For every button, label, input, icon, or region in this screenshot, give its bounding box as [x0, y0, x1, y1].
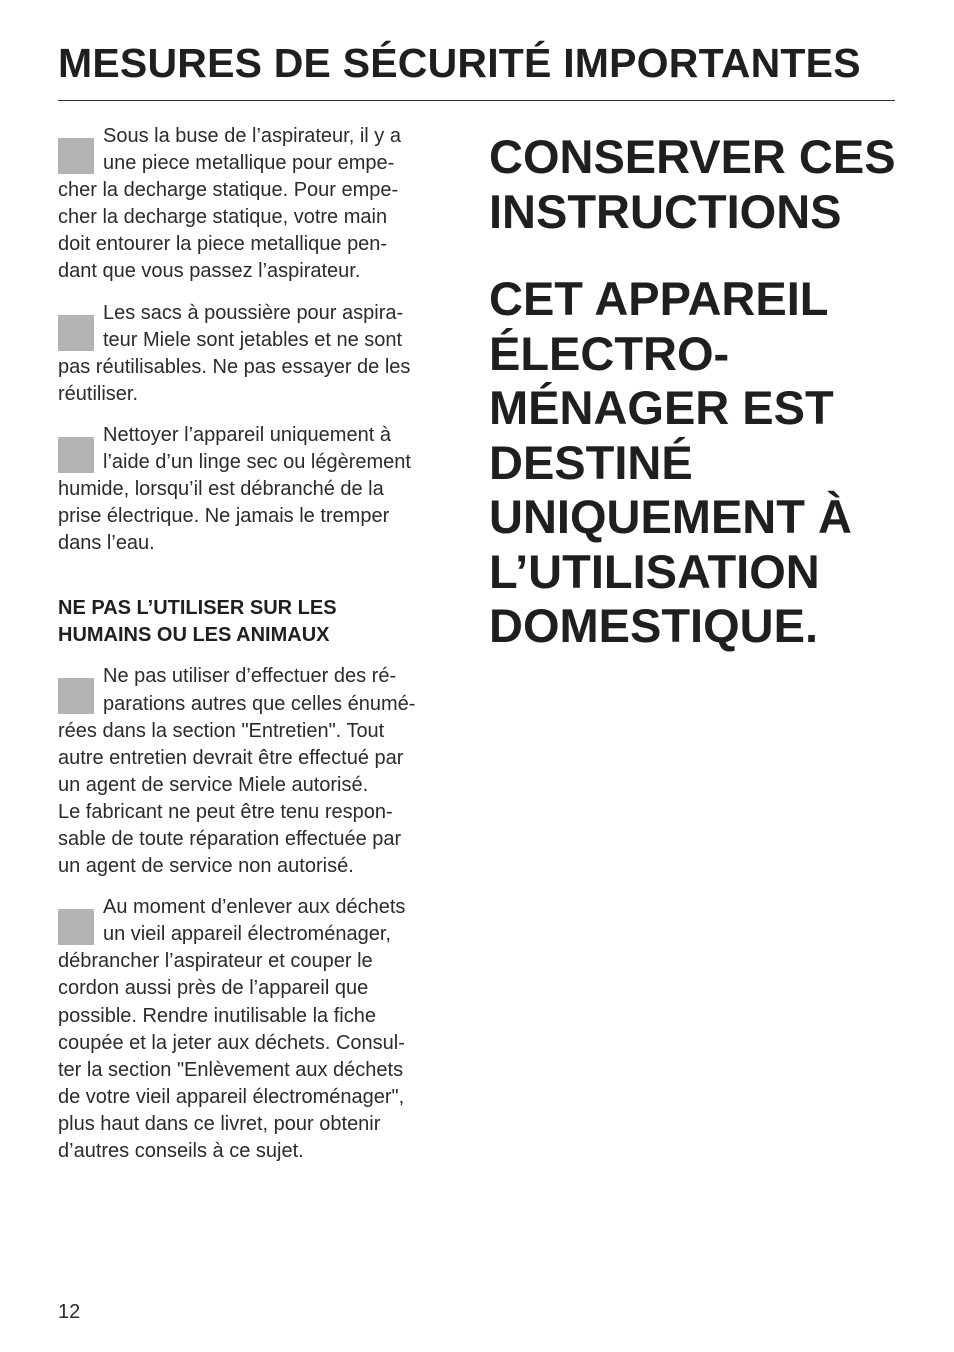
- paragraph-line: sable de toute réparation effectuée par: [58, 827, 402, 850]
- paragraph-line: Sous la buse de l’aspirateur, il y a: [103, 125, 401, 147]
- bullet-square-icon: [58, 909, 94, 945]
- safety-paragraph-cleaning: [58, 422, 468, 557]
- page-title: MESURES DE SÉCURITÉ IMPORTANTES: [58, 40, 861, 86]
- household-use-heading: [489, 272, 919, 654]
- paragraph-line: pas réutilisables. Ne pas essayer de les: [58, 355, 411, 378]
- paragraph-line: un vieil appareil électroménager,: [103, 923, 391, 946]
- heading-line: CONSERVER CES: [489, 130, 896, 183]
- page-number: 12: [58, 1301, 81, 1323]
- paragraph-line: autre entretien devrait être effectué par: [58, 746, 404, 769]
- keep-instructions-heading: [489, 130, 919, 239]
- paragraph-line: doit entourer la piece metallique pen-: [58, 233, 388, 256]
- paragraph-line: un agent de service Miele autorisé.: [58, 773, 369, 796]
- bullet-square-icon: [58, 437, 94, 473]
- paragraph-line: un agent de service non autorisé.: [58, 855, 354, 878]
- paragraph-line: Ne pas utiliser d’effectuer des ré-: [103, 665, 397, 688]
- paragraph-line: d’autres conseils à ce sujet.: [58, 1140, 304, 1162]
- safety-paragraph-disposal: [58, 894, 468, 1165]
- heading-line: DESTINÉ: [489, 435, 693, 489]
- paragraph-line: teur Miele sont jetables et ne sont: [103, 328, 403, 351]
- bullet-square-icon: [58, 315, 94, 351]
- safety-paragraph-static-discharge: [58, 123, 468, 286]
- paragraph-line: cher la decharge statique, votre main: [58, 206, 388, 229]
- paragraph-line: possible. Rendre inutilisable la fiche: [58, 1004, 376, 1027]
- paragraph-line: ter la section "Enlèvement aux déchets: [58, 1058, 404, 1081]
- paragraph-line: dans l’eau.: [58, 532, 155, 555]
- paragraph-line: Le fabricant ne peut être tenu respon-: [58, 800, 393, 823]
- paragraph-line: de votre vieil appareil électroménager",: [58, 1085, 405, 1108]
- right-column: [489, 130, 919, 687]
- heading-line: CET APPAREIL: [489, 272, 829, 325]
- paragraph-line: coupée et la jeter aux déchets. Consul-: [58, 1031, 405, 1054]
- paragraph-line: cher la decharge statique. Pour empe-: [58, 179, 399, 202]
- paragraph-line: l’aide d’un linge sec ou légèrement: [103, 451, 411, 474]
- section-subheading: [58, 595, 468, 649]
- paragraph-line: cordon aussi près de l’appareil que: [58, 977, 369, 1000]
- subheading-line: NE PAS L’UTILISER SUR LES: [58, 597, 337, 620]
- bullet-square-icon: [58, 138, 94, 174]
- paragraph-line: rées dans la section "Entretien". Tout: [58, 719, 385, 742]
- paragraph-line: Nettoyer l’appareil uniquement à: [103, 423, 391, 446]
- paragraph-line: réutiliser.: [58, 382, 139, 405]
- paragraph-line: dant que vous passez l’aspirateur.: [58, 260, 361, 283]
- paragraph-line: débrancher l’aspirateur et couper le: [58, 950, 373, 973]
- safety-paragraph-dust-bags: [58, 300, 468, 408]
- paragraph-line: plus haut dans ce livret, pour obtenir: [58, 1112, 381, 1135]
- paragraph-line: Au moment d’enlever aux déchets: [103, 896, 406, 919]
- safety-paragraph-repairs: [58, 663, 468, 880]
- paragraph-line: prise électrique. Ne jamais le tremper: [58, 505, 390, 528]
- subheading-line: HUMAINS OU LES ANIMAUX: [58, 624, 330, 647]
- heading-line: DOMESTIQUE.: [489, 599, 819, 652]
- bullet-square-icon: [58, 678, 94, 714]
- heading-line: UNIQUEMENT À: [489, 490, 852, 543]
- paragraph-line: une piece metallique pour empe-: [103, 152, 395, 175]
- heading-line: INSTRUCTIONS: [489, 184, 842, 238]
- paragraph-line: parations autres que celles énumé-: [103, 692, 416, 715]
- paragraph-line: Les sacs à poussière pour aspira-: [103, 301, 404, 324]
- title-divider: [58, 100, 895, 101]
- heading-line: MÉNAGER EST: [489, 381, 834, 434]
- paragraph-line: humide, lorsqu’il est débranché de la: [58, 478, 384, 501]
- heading-line: L’UTILISATION: [489, 544, 820, 598]
- heading-line: ÉLECTRO-: [489, 326, 730, 380]
- left-column: [58, 123, 468, 1179]
